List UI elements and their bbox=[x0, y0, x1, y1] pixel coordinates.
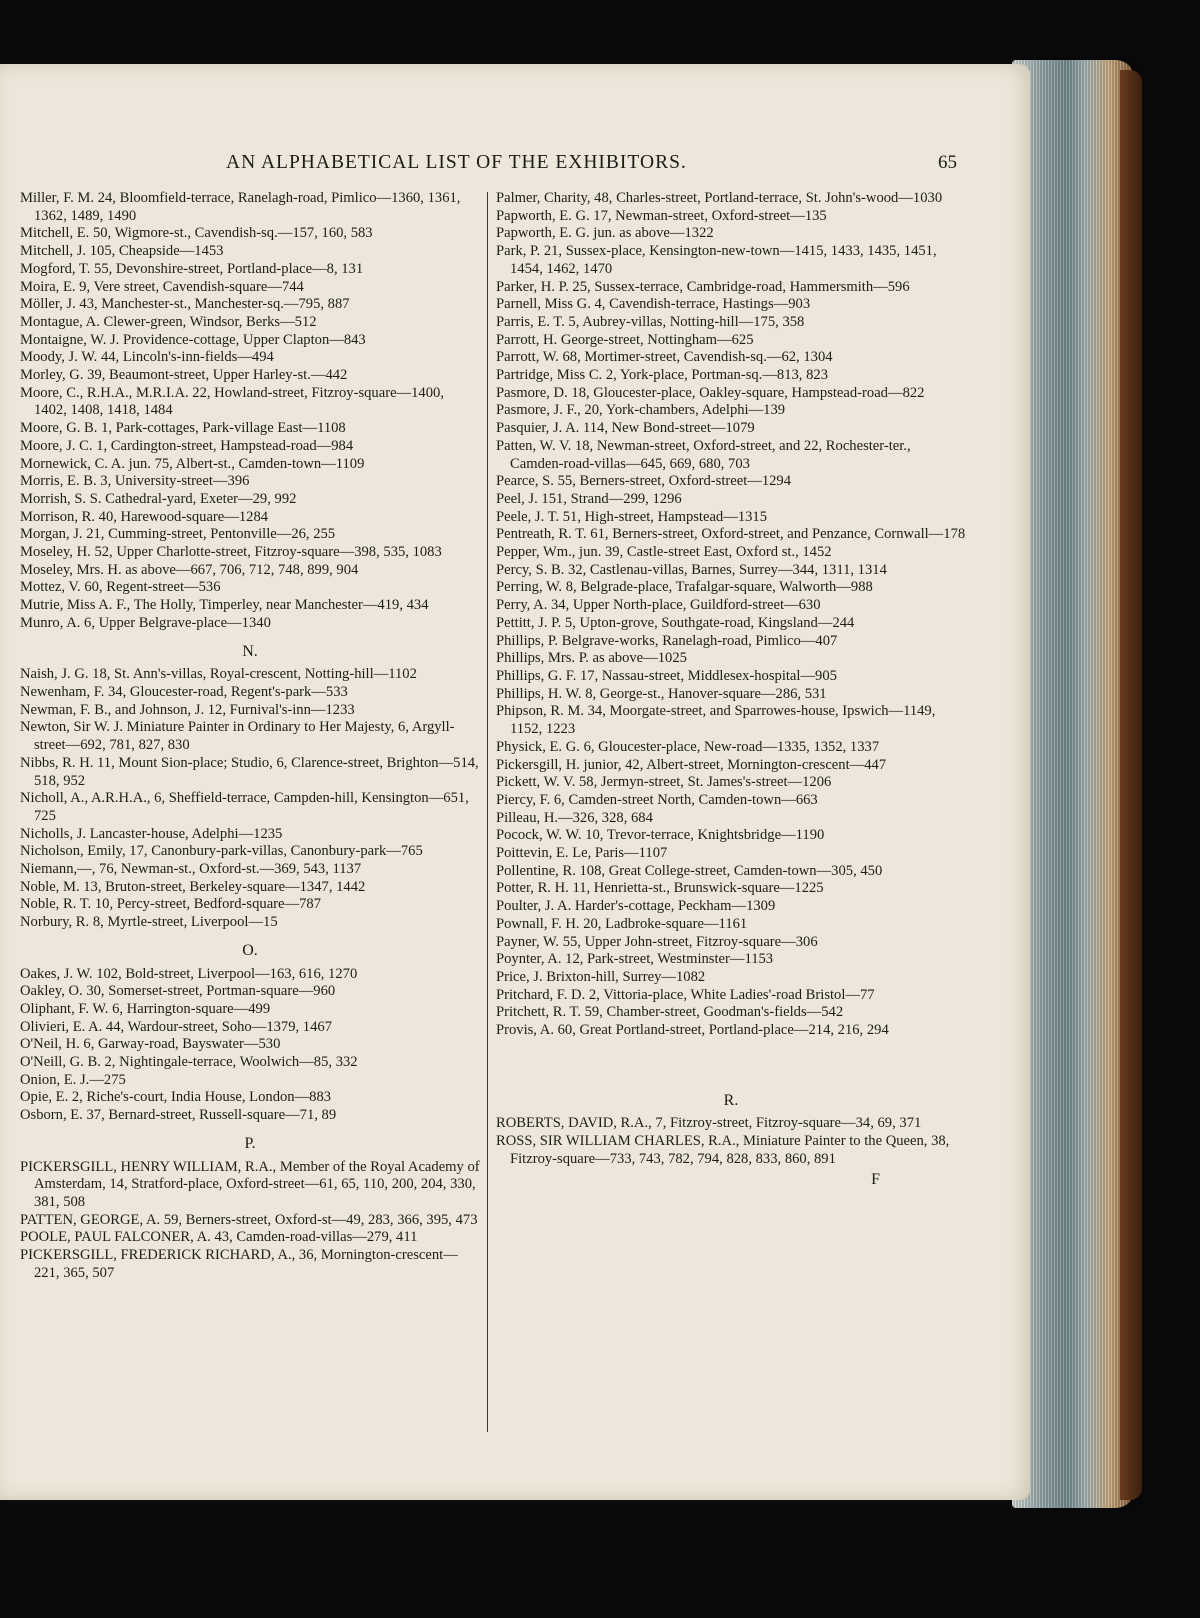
entries-n bbox=[20, 666, 480, 932]
exhibitor-entry: Norbury, R. 8, Myrtle-street, Liverpool—15 bbox=[20, 914, 278, 931]
exhibitor-entry: O'Neill, G. B. 2, Nightingale-terrace, Woolwich—85, 332 bbox=[20, 1054, 358, 1071]
exhibitor-entry: Physick, E. G. 6, Gloucester-place, New-road—1335, 1352, 1337 bbox=[496, 738, 880, 755]
left-column bbox=[20, 190, 480, 1282]
exhibitor-entry: Noble, R. T. 10, Percy-street, Bedford-square—787 bbox=[20, 896, 321, 913]
exhibitor-entry: ROBERTS, DAVID, R.A., 7, Fitzroy-street, Fitzroy-square—34, 69, 371 bbox=[496, 1115, 922, 1132]
section-heading-r: R. bbox=[723, 1091, 739, 1109]
exhibitor-entry: Oakes, J. W. 102, Bold-street, Liverpool—163, 616, 1270 bbox=[20, 965, 358, 982]
exhibitor-entry: Nicholl, A., A.R.H.A., 6, Sheffield-terrace, Campden-hill, Kensington—651, 725 bbox=[20, 790, 469, 824]
exhibitor-entry: Provis, A. 60, Great Portland-street, Portland-place—214, 216, 294 bbox=[496, 1022, 889, 1039]
exhibitor-entry: Olivieri, E. A. 44, Wardour-street, Soho—1379, 1467 bbox=[20, 1018, 332, 1035]
exhibitor-entry: Pasmore, D. 18, Gloucester-place, Oakley-square, Hampstead-road—822 bbox=[496, 384, 925, 401]
exhibitor-entry: Patten, W. V. 18, Newman-street, Oxford-street, and 22, Rochester-ter., Camden-road-villas—645, 669, 680, 703 bbox=[496, 437, 911, 472]
exhibitor-entry: Mutrie, Miss A. F., The Holly, Timperley, near Manchester—419, 434 bbox=[20, 597, 429, 614]
exhibitor-entry: Pickersgill, H. junior, 42, Albert-street, Mornington-crescent—447 bbox=[496, 756, 887, 773]
exhibitor-entry: Percy, S. B. 32, Castlenau-villas, Barnes, Surrey—344, 1311, 1314 bbox=[496, 561, 887, 578]
exhibitor-entry: Phillips, H. W. 8, George-st., Hanover-square—286, 531 bbox=[496, 685, 827, 702]
exhibitor-entry: Pilleau, H.—326, 328, 684 bbox=[496, 809, 653, 826]
exhibitor-entry: Phillips, Mrs. P. as above—1025 bbox=[496, 650, 687, 667]
exhibitor-entry: Pritchett, R. T. 59, Chamber-street, Goodman's-fields—542 bbox=[496, 1004, 844, 1021]
section-heading-o: O. bbox=[242, 941, 258, 959]
exhibitor-entry: Morgan, J. 21, Cumming-street, Pentonville—26, 255 bbox=[20, 526, 336, 543]
exhibitor-entry: Poittevin, E. Le, Paris—1107 bbox=[496, 845, 668, 862]
exhibitor-entry: Pearce, S. 55, Berners-street, Oxford-street—1294 bbox=[496, 473, 792, 490]
entries-p-academicians bbox=[20, 1159, 480, 1283]
exhibitor-entry: Perry, A. 34, Upper North-place, Guildford-street—630 bbox=[496, 597, 821, 614]
exhibitor-entry: Newman, F. B., and Johnson, J. 12, Furnival's-inn—1233 bbox=[20, 701, 355, 718]
exhibitor-entry: Nicholls, J. Lancaster-house, Adelphi—1235 bbox=[20, 825, 283, 842]
exhibitor-entry: Pentreath, R. T. 61, Berners-street, Oxford-street, and Penzance, Cornwall—178 bbox=[496, 526, 966, 543]
exhibitor-entry: Pocock, W. W. 10, Trevor-terrace, Knightsbridge—1190 bbox=[496, 827, 825, 844]
page-number: 65 bbox=[938, 152, 957, 173]
exhibitor-entry: Poynter, A. 12, Park-street, Westminster—1153 bbox=[496, 951, 774, 968]
exhibitor-entry: Pasmore, J. F., 20, York-chambers, Adelphi—139 bbox=[496, 402, 786, 419]
exhibitor-entry: Munro, A. 6, Upper Belgrave-place—1340 bbox=[20, 614, 271, 631]
exhibitor-entry: Payner, W. 55, Upper John-street, Fitzroy-square—306 bbox=[496, 933, 818, 950]
exhibitor-entry: Moore, C., R.H.A., M.R.I.A. 22, Howland-street, Fitzroy-square—1400, 1402, 1408, 1418, 1484 bbox=[20, 384, 444, 419]
exhibitor-entry: Oliphant, F. W. 6, Harrington-square—499 bbox=[20, 1000, 271, 1017]
entries-p bbox=[496, 190, 966, 1040]
exhibitor-entry: Peele, J. T. 51, High-street, Hampstead—1315 bbox=[496, 508, 768, 525]
exhibitor-entry: Pollentine, R. 108, Great College-street, Camden-town—305, 450 bbox=[496, 862, 883, 879]
exhibitor-entry: Mitchell, E. 50, Wigmore-st., Cavendish-sq.—157, 160, 583 bbox=[20, 225, 373, 242]
exhibitor-entry: Pownall, F. H. 20, Ladbroke-square—1161 bbox=[496, 915, 748, 932]
exhibitor-entry: Mitchell, J. 105, Cheapside—1453 bbox=[20, 243, 224, 260]
exhibitor-entry: Potter, R. H. 11, Henrietta-st., Brunswick-square—1225 bbox=[496, 880, 824, 897]
exhibitor-entry: Oakley, O. 30, Somerset-street, Portman-square—960 bbox=[20, 983, 336, 1000]
exhibitor-entry: Phipson, R. M. 34, Moorgate-street, and Sparrowes-house, Ipswich—1149, 1152, 1223 bbox=[496, 703, 936, 738]
exhibitor-entry: Miller, F. M. 24, Bloomfield-terrace, Ranelagh-road, Pimlico—1360, 1361, 1362, 1489, 1490 bbox=[20, 190, 461, 224]
exhibitor-entry: PATTEN, GEORGE, A. 59, Berners-street, Oxford-st—49, 283, 366, 395, 473 bbox=[20, 1211, 478, 1228]
book-fore-edge bbox=[1012, 60, 1134, 1508]
entries-r bbox=[496, 1115, 966, 1168]
exhibitor-entry: Papworth, E. G. jun. as above—1322 bbox=[496, 225, 714, 242]
exhibitor-entry: Mottez, V. 60, Regent-street—536 bbox=[20, 579, 221, 596]
exhibitor-entry: Noble, M. 13, Bruton-street, Berkeley-square—1347, 1442 bbox=[20, 878, 366, 895]
exhibitor-entry: POOLE, PAUL FALCONER, A. 43, Camden-road-villas—279, 411 bbox=[20, 1229, 418, 1246]
exhibitor-entry: Osborn, E. 37, Bernard-street, Russell-square—71, 89 bbox=[20, 1107, 337, 1124]
exhibitor-entry: ROSS, SIR WILLIAM CHARLES, R.A., Miniature Painter to the Queen, 38, Fitzroy-square—733, 743, 782, 794, 828, 833, 860, 891 bbox=[496, 1133, 950, 1167]
exhibitor-entry: Mornewick, C. A. jun. 75, Albert-st., Camden-town—1109 bbox=[20, 455, 365, 472]
exhibitor-entry: Phillips, G. F. 17, Nassau-street, Middlesex-hospital—905 bbox=[496, 667, 837, 684]
exhibitor-entry: Partridge, Miss C. 2, York-place, Portman-sq.—813, 823 bbox=[496, 367, 828, 384]
exhibitor-entry: Perring, W. 8, Belgrade-place, Trafalgar-square, Walworth—988 bbox=[496, 579, 873, 596]
section-heading-p: P. bbox=[244, 1134, 256, 1152]
book-cover-edge bbox=[1120, 70, 1142, 1500]
exhibitor-entry: Parker, H. P. 25, Sussex-terrace, Cambridge-road, Hammersmith—596 bbox=[496, 278, 910, 295]
exhibitor-entry: Parrott, H. George-street, Nottingham—625 bbox=[496, 331, 754, 348]
exhibitor-entry: Nicholson, Emily, 17, Canonbury-park-villas, Canonbury-park—765 bbox=[20, 843, 423, 860]
catchword: F bbox=[871, 1170, 880, 1188]
exhibitor-entry: Onion, E. J.—275 bbox=[20, 1071, 126, 1088]
exhibitor-entry: Opie, E. 2, Riche's-court, India House, London—883 bbox=[20, 1089, 332, 1106]
exhibitor-entry: Moseley, H. 52, Upper Charlotte-street, Fitzroy-square—398, 535, 1083 bbox=[20, 544, 442, 561]
running-title: AN ALPHABETICAL LIST OF THE EXHIBITORS. bbox=[226, 152, 687, 173]
exhibitor-entry: Peel, J. 151, Strand—299, 1296 bbox=[496, 490, 682, 507]
exhibitor-entry: Morrish, S. S. Cathedral-yard, Exeter—29, 992 bbox=[20, 490, 297, 507]
exhibitor-entry: Mogford, T. 55, Devonshire-street, Portland-place—8, 131 bbox=[20, 260, 364, 277]
exhibitor-entry: Nibbs, R. H. 11, Mount Sion-place; Studio, 6, Clarence-street, Brighton—514, 518, 952 bbox=[20, 754, 479, 789]
exhibitor-entry: Moira, E. 9, Vere street, Cavendish-square—744 bbox=[20, 278, 304, 295]
exhibitor-entry: Pepper, Wm., jun. 39, Castle-street East, Oxford st., 1452 bbox=[496, 544, 832, 561]
exhibitor-entry: Newenham, F. 34, Gloucester-road, Regent's-park—533 bbox=[20, 683, 348, 700]
entries-o bbox=[20, 966, 480, 1125]
exhibitor-entry: Moody, J. W. 44, Lincoln's-inn-fields—494 bbox=[20, 349, 274, 366]
section-heading-n: N. bbox=[242, 642, 258, 660]
exhibitor-entry: Poulter, J. A. Harder's-cottage, Peckham—1309 bbox=[496, 898, 776, 915]
exhibitor-entry: Möller, J. 43, Manchester-st., Manchester-sq.—795, 887 bbox=[20, 296, 350, 313]
exhibitor-entry: Newton, Sir W. J. Miniature Painter in Ordinary to Her Majesty, 6, Argyll-street—692, 781, 827, 830 bbox=[20, 719, 455, 754]
entries-m bbox=[20, 190, 480, 633]
exhibitor-entry: Papworth, E. G. 17, Newman-street, Oxford-street—135 bbox=[496, 207, 827, 224]
exhibitor-entry: Moseley, Mrs. H. as above—667, 706, 712, 748, 899, 904 bbox=[20, 561, 359, 578]
exhibitor-entry: Pasquier, J. A. 114, New Bond-street—1079 bbox=[496, 420, 755, 437]
exhibitor-entry: Montaigne, W. J. Providence-cottage, Upper Clapton—843 bbox=[20, 331, 366, 348]
exhibitor-entry: Moore, J. C. 1, Cardington-street, Hampstead-road—984 bbox=[20, 437, 354, 454]
exhibitor-entry: Morris, E. B. 3, University-street—396 bbox=[20, 473, 250, 490]
exhibitor-entry: Parnell, Miss G. 4, Cavendish-terrace, Hastings—903 bbox=[496, 296, 811, 313]
exhibitor-entry: Piercy, F. 6, Camden-street North, Camden-town—663 bbox=[496, 791, 818, 808]
exhibitor-entry: Price, J. Brixton-hill, Surrey—1082 bbox=[496, 968, 706, 985]
exhibitor-entry: Niemann,—, 76, Newman-st., Oxford-st.—369, 543, 1137 bbox=[20, 861, 362, 878]
exhibitor-entry: PICKERSGILL, HENRY WILLIAM, R.A., Member of the Royal Academy of Amsterdam, 14, Stratford-place, Oxford-street—61, 65, 110, 200, 204, 330, 381, 508 bbox=[20, 1158, 480, 1210]
column-rule bbox=[487, 192, 488, 1432]
exhibitor-entry: Naish, J. G. 18, St. Ann's-villas, Royal-crescent, Notting-hill—1102 bbox=[20, 666, 417, 683]
exhibitor-entry: O'Neil, H. 6, Garway-road, Bayswater—530 bbox=[20, 1036, 281, 1053]
exhibitor-entry: Parris, E. T. 5, Aubrey-villas, Notting-hill—175, 358 bbox=[496, 313, 805, 330]
exhibitor-entry: Moore, G. B. 1, Park-cottages, Park-village East—1108 bbox=[20, 420, 346, 437]
exhibitor-entry: Morrison, R. 40, Harewood-square—1284 bbox=[20, 508, 269, 525]
exhibitor-entry: Pritchard, F. D. 2, Vittoria-place, White Ladies'-road Bristol—77 bbox=[496, 986, 875, 1003]
exhibitor-entry: Parrott, W. 68, Mortimer-street, Cavendish-sq.—62, 1304 bbox=[496, 349, 833, 366]
exhibitor-entry: PICKERSGILL, FREDERICK RICHARD, A., 36, Mornington-crescent—221, 365, 507 bbox=[20, 1247, 458, 1281]
exhibitor-entry: Phillips, P. Belgrave-works, Ranelagh-road, Pimlico—407 bbox=[496, 632, 838, 649]
exhibitor-entry: Pettitt, J. P. 5, Upton-grove, Southgate-road, Kingsland—244 bbox=[496, 614, 855, 631]
exhibitor-entry: Montague, A. Clewer-green, Windsor, Berks—512 bbox=[20, 313, 317, 330]
exhibitor-entry: Park, P. 21, Sussex-place, Kensington-new-town—1415, 1433, 1435, 1451, 1454, 1462, 1470 bbox=[496, 243, 937, 277]
exhibitor-entry: Morley, G. 39, Beaumont-street, Upper Harley-st.—442 bbox=[20, 367, 348, 384]
right-column bbox=[496, 190, 966, 1188]
exhibitor-entry: Palmer, Charity, 48, Charles-street, Portland-terrace, St. John's-wood—1030 bbox=[496, 190, 943, 206]
running-header bbox=[0, 146, 1000, 176]
exhibitor-entry: Pickett, W. V. 58, Jermyn-street, St. James's-street—1206 bbox=[496, 774, 832, 791]
